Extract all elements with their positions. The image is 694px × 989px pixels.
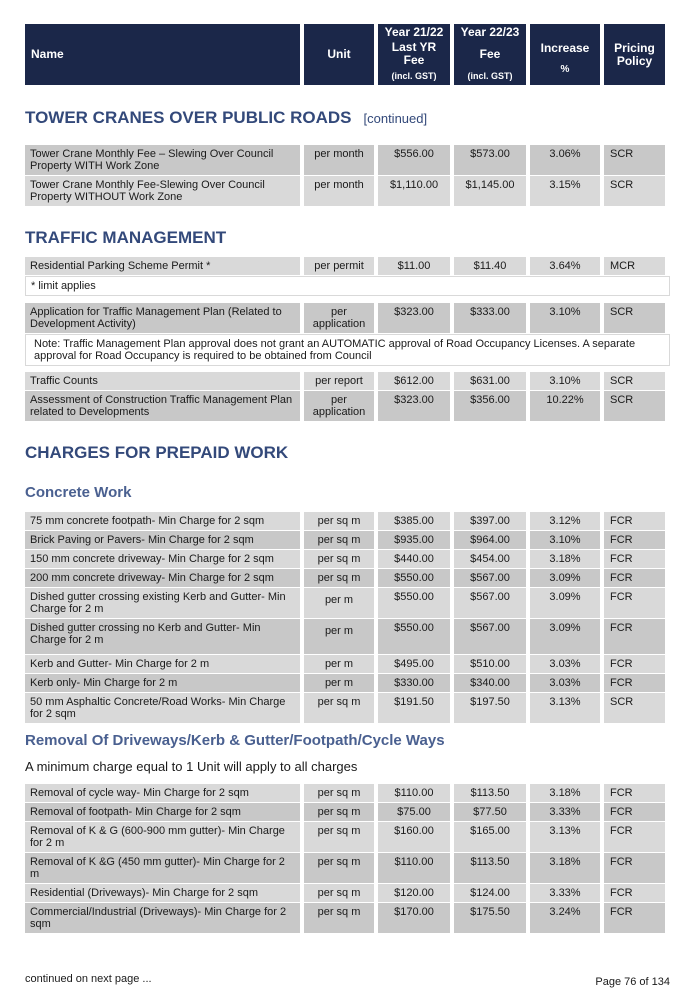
row-increase: 3.18% bbox=[530, 784, 600, 802]
row-policy: FCR bbox=[604, 655, 665, 673]
prepaid-title-text: CHARGES FOR PREPAID WORK bbox=[25, 443, 289, 462]
row-fee: $454.00 bbox=[454, 550, 526, 568]
traffic-plan-note: Note: Traffic Management Plan approval does not grant an AUTOMATIC approval of Road Occupancy Licenses. A separate approval for Road Occupancy is required to be obtained from Council bbox=[25, 334, 670, 366]
row-fee: $356.00 bbox=[454, 391, 526, 421]
row-fee: $1,145.00 bbox=[454, 176, 526, 206]
row-last-fee: $495.00 bbox=[378, 655, 450, 673]
limit-note: * limit applies bbox=[25, 276, 670, 296]
row-increase: 3.33% bbox=[530, 803, 600, 821]
section-title-prepaid-work bbox=[25, 443, 288, 463]
row-policy: FCR bbox=[604, 674, 665, 692]
row-fee: $567.00 bbox=[454, 588, 526, 618]
header-fee-label: Year 22/23 bbox=[460, 25, 520, 39]
row-unit: per application bbox=[304, 303, 374, 333]
tower-cranes-table bbox=[25, 145, 670, 207]
traffic-title-text: TRAFFIC MANAGEMENT bbox=[25, 228, 227, 247]
removal-title-text: Removal Of Driveways/Kerb & Gutter/Footpath/Cycle Ways bbox=[25, 732, 445, 749]
row-name: Application for Traffic Management Plan (Related to Development Activity) bbox=[25, 303, 300, 333]
row-fee: $113.50 bbox=[454, 853, 526, 883]
row-last-fee: $385.00 bbox=[378, 512, 450, 530]
header-increase-label: Increase bbox=[540, 40, 590, 55]
concrete-table bbox=[25, 512, 670, 724]
row-fee: $77.50 bbox=[454, 803, 526, 821]
row-policy: FCR bbox=[604, 903, 665, 933]
section-title-traffic-management bbox=[25, 228, 226, 248]
row-policy: SCR bbox=[604, 391, 665, 421]
table-row bbox=[25, 176, 670, 206]
row-last-fee: $323.00 bbox=[378, 391, 450, 421]
row-policy: SCR bbox=[604, 145, 665, 175]
row-fee: $333.00 bbox=[454, 303, 526, 333]
row-name: Removal of K & G (600-900 mm gutter)- Min Charge for 2 m bbox=[25, 822, 300, 852]
row-name: 200 mm concrete driveway- Min Charge for 2 sqm bbox=[25, 569, 300, 587]
row-increase: 3.10% bbox=[530, 531, 600, 549]
row-name: Tower Crane Monthly Fee – Slewing Over Council Property WITH Work Zone bbox=[25, 145, 300, 175]
row-unit: per permit bbox=[304, 257, 374, 275]
row-policy: SCR bbox=[604, 372, 665, 390]
row-name: Kerb only- Min Charge for 2 m bbox=[25, 674, 300, 692]
row-unit: per m bbox=[304, 655, 374, 673]
subsection-title-removal bbox=[25, 732, 445, 749]
row-last-fee: $330.00 bbox=[378, 674, 450, 692]
row-increase: 3.18% bbox=[530, 550, 600, 568]
header-unit bbox=[304, 24, 374, 85]
table-row bbox=[25, 391, 670, 421]
row-last-fee: $550.00 bbox=[378, 619, 450, 654]
row-unit: per m bbox=[304, 674, 374, 692]
row-unit: per m bbox=[304, 619, 374, 654]
row-name: Assessment of Construction Traffic Management Plan related to Developments bbox=[25, 391, 300, 421]
row-last-fee: $550.00 bbox=[378, 588, 450, 618]
row-increase: 3.09% bbox=[530, 588, 600, 618]
row-increase: 3.10% bbox=[530, 303, 600, 333]
header-last-year-label-2: Last YR bbox=[391, 40, 437, 54]
header-increase-percent: % bbox=[560, 63, 570, 75]
row-increase: 3.13% bbox=[530, 693, 600, 723]
table-row bbox=[25, 784, 670, 802]
row-name: Removal of cycle way- Min Charge for 2 sqm bbox=[25, 784, 300, 802]
row-name: Residential Parking Scheme Permit * bbox=[25, 257, 300, 275]
row-name: 50 mm Asphaltic Concrete/Road Works- Min Charge for 2 sqm bbox=[25, 693, 300, 723]
table-row bbox=[25, 803, 670, 821]
row-increase: 3.33% bbox=[530, 884, 600, 902]
table-row bbox=[25, 619, 670, 654]
table-row bbox=[25, 145, 670, 175]
concrete-title-text: Concrete Work bbox=[25, 484, 132, 501]
row-policy: FCR bbox=[604, 619, 665, 654]
row-unit: per sq m bbox=[304, 903, 374, 933]
row-increase: 3.03% bbox=[530, 655, 600, 673]
table-row bbox=[25, 853, 670, 883]
row-name: Brick Paving or Pavers- Min Charge for 2 sqm bbox=[25, 531, 300, 549]
row-name: Removal of K &G (450 mm gutter)- Min Charge for 2 m bbox=[25, 853, 300, 883]
row-last-fee: $612.00 bbox=[378, 372, 450, 390]
table-row bbox=[25, 903, 670, 933]
row-last-fee: $170.00 bbox=[378, 903, 450, 933]
row-increase: 3.18% bbox=[530, 853, 600, 883]
row-last-fee: $935.00 bbox=[378, 531, 450, 549]
row-unit: per sq m bbox=[304, 569, 374, 587]
header-last-year-label-3: Fee bbox=[403, 53, 425, 67]
row-last-fee: $1,110.00 bbox=[378, 176, 450, 206]
row-unit: per month bbox=[304, 176, 374, 206]
header-name bbox=[25, 24, 300, 85]
header-unit-label: Unit bbox=[327, 47, 351, 61]
table-row bbox=[25, 550, 670, 568]
row-policy: FCR bbox=[604, 784, 665, 802]
row-last-fee: $556.00 bbox=[378, 145, 450, 175]
row-last-fee: $323.00 bbox=[378, 303, 450, 333]
row-last-fee: $110.00 bbox=[378, 853, 450, 883]
row-increase: 3.06% bbox=[530, 145, 600, 175]
row-fee: $197.50 bbox=[454, 693, 526, 723]
row-policy: MCR bbox=[604, 257, 665, 275]
row-unit: per sq m bbox=[304, 853, 374, 883]
table-row bbox=[25, 884, 670, 902]
row-policy: SCR bbox=[604, 693, 665, 723]
row-increase: 10.22% bbox=[530, 391, 600, 421]
row-last-fee: $11.00 bbox=[378, 257, 450, 275]
row-fee: $165.00 bbox=[454, 822, 526, 852]
row-unit: per sq m bbox=[304, 803, 374, 821]
traffic-table-3 bbox=[25, 372, 670, 422]
header-fee-label-2: Fee bbox=[479, 47, 501, 61]
row-increase: 3.15% bbox=[530, 176, 600, 206]
row-fee: $397.00 bbox=[454, 512, 526, 530]
row-fee: $340.00 bbox=[454, 674, 526, 692]
row-policy: FCR bbox=[604, 550, 665, 568]
row-name: 75 mm concrete footpath- Min Charge for 2 sqm bbox=[25, 512, 300, 530]
row-unit: per sq m bbox=[304, 512, 374, 530]
table-row bbox=[25, 531, 670, 549]
row-name: Dished gutter crossing no Kerb and Gutter- Min Charge for 2 m bbox=[25, 619, 300, 654]
row-policy: FCR bbox=[604, 853, 665, 883]
table-row bbox=[25, 655, 670, 673]
row-unit: per application bbox=[304, 391, 374, 421]
header-fee-gst: (incl. GST) bbox=[467, 71, 513, 81]
header-last-year-label: Year 21/22 bbox=[384, 25, 444, 39]
row-name: Dished gutter crossing existing Kerb and Gutter- Min Charge for 2 m bbox=[25, 588, 300, 618]
table-row bbox=[25, 372, 670, 390]
row-unit: per sq m bbox=[304, 784, 374, 802]
row-name: Traffic Counts bbox=[25, 372, 300, 390]
row-increase: 3.09% bbox=[530, 619, 600, 654]
row-last-fee: $191.50 bbox=[378, 693, 450, 723]
row-increase: 3.03% bbox=[530, 674, 600, 692]
header-increase bbox=[530, 24, 600, 85]
tower-title-text: TOWER CRANES OVER PUBLIC ROADS bbox=[25, 108, 352, 127]
removal-table bbox=[25, 784, 670, 934]
table-row bbox=[25, 693, 670, 723]
traffic-table-1 bbox=[25, 257, 670, 297]
row-last-fee: $110.00 bbox=[378, 784, 450, 802]
table-row bbox=[25, 569, 670, 587]
row-name: Removal of footpath- Min Charge for 2 sqm bbox=[25, 803, 300, 821]
row-policy: FCR bbox=[604, 803, 665, 821]
row-policy: FCR bbox=[604, 588, 665, 618]
row-fee: $175.50 bbox=[454, 903, 526, 933]
removal-intro-text: A minimum charge equal to 1 Unit will apply to all charges bbox=[25, 759, 358, 774]
header-policy-label: Pricing bbox=[614, 40, 655, 55]
row-increase: 3.10% bbox=[530, 372, 600, 390]
row-last-fee: $160.00 bbox=[378, 822, 450, 852]
row-unit: per sq m bbox=[304, 822, 374, 852]
row-unit: per sq m bbox=[304, 884, 374, 902]
table-row bbox=[25, 588, 670, 618]
row-name: Commercial/Industrial (Driveways)- Min Charge for 2 sqm bbox=[25, 903, 300, 933]
row-fee: $124.00 bbox=[454, 884, 526, 902]
row-fee: $113.50 bbox=[454, 784, 526, 802]
row-policy: FCR bbox=[604, 512, 665, 530]
row-fee: $567.00 bbox=[454, 619, 526, 654]
continued-label: [continued] bbox=[363, 111, 428, 126]
section-title-tower-cranes bbox=[25, 108, 427, 128]
header-fee bbox=[454, 24, 526, 85]
row-unit: per sq m bbox=[304, 693, 374, 723]
row-unit: per report bbox=[304, 372, 374, 390]
subsection-title-concrete bbox=[25, 484, 131, 501]
header-last-year-gst: (incl. GST) bbox=[391, 71, 437, 81]
header-policy bbox=[604, 24, 665, 85]
row-fee: $964.00 bbox=[454, 531, 526, 549]
header-last-year bbox=[378, 24, 450, 85]
row-increase: 3.12% bbox=[530, 512, 600, 530]
row-last-fee: $440.00 bbox=[378, 550, 450, 568]
row-name: Residential (Driveways)- Min Charge for 2 sqm bbox=[25, 884, 300, 902]
table-row bbox=[25, 512, 670, 530]
row-name: Tower Crane Monthly Fee-Slewing Over Council Property WITHOUT Work Zone bbox=[25, 176, 300, 206]
header-name-label: Name bbox=[31, 47, 64, 61]
page-number: Page 76 of 134 bbox=[595, 976, 670, 988]
row-fee: $510.00 bbox=[454, 655, 526, 673]
row-policy: FCR bbox=[604, 531, 665, 549]
row-fee: $573.00 bbox=[454, 145, 526, 175]
header-policy-label-2: Policy bbox=[616, 53, 653, 68]
row-unit: per m bbox=[304, 588, 374, 618]
table-header bbox=[25, 24, 670, 85]
row-unit: per sq m bbox=[304, 531, 374, 549]
row-policy: FCR bbox=[604, 822, 665, 852]
row-last-fee: $550.00 bbox=[378, 569, 450, 587]
row-fee: $567.00 bbox=[454, 569, 526, 587]
row-name: Kerb and Gutter- Min Charge for 2 m bbox=[25, 655, 300, 673]
row-unit: per sq m bbox=[304, 550, 374, 568]
row-increase: 3.64% bbox=[530, 257, 600, 275]
row-increase: 3.13% bbox=[530, 822, 600, 852]
row-increase: 3.24% bbox=[530, 903, 600, 933]
row-policy: SCR bbox=[604, 303, 665, 333]
row-fee: $11.40 bbox=[454, 257, 526, 275]
table-row bbox=[25, 822, 670, 852]
row-name: 150 mm concrete driveway- Min Charge for 2 sqm bbox=[25, 550, 300, 568]
row-unit: per month bbox=[304, 145, 374, 175]
row-policy: FCR bbox=[604, 884, 665, 902]
row-policy: FCR bbox=[604, 569, 665, 587]
table-row bbox=[25, 674, 670, 692]
row-policy: SCR bbox=[604, 176, 665, 206]
continued-next-page: continued on next page ... bbox=[25, 973, 152, 985]
traffic-table-2 bbox=[25, 303, 670, 367]
row-last-fee: $120.00 bbox=[378, 884, 450, 902]
row-fee: $631.00 bbox=[454, 372, 526, 390]
table-row bbox=[25, 303, 670, 333]
row-last-fee: $75.00 bbox=[378, 803, 450, 821]
table-row bbox=[25, 257, 670, 275]
row-increase: 3.09% bbox=[530, 569, 600, 587]
